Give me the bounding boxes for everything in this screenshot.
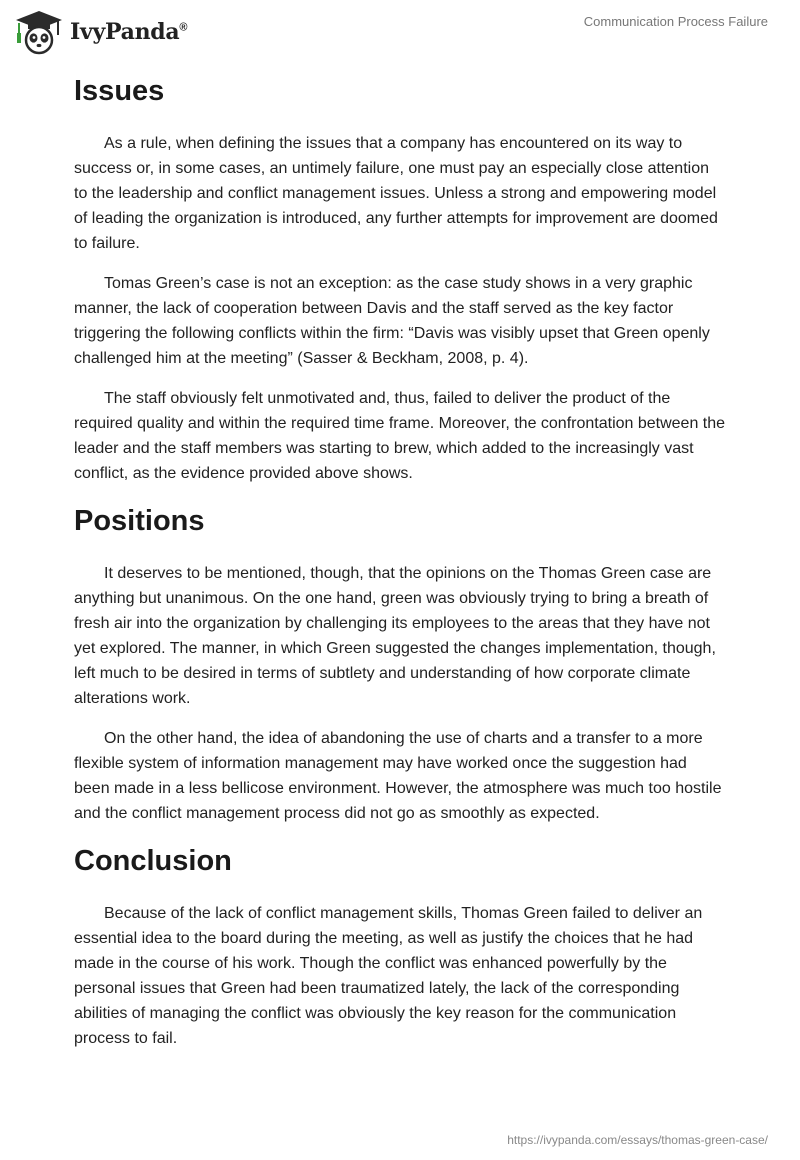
source-url-link[interactable]: https://ivypanda.com/essays/thomas-green-case/ bbox=[507, 1133, 768, 1147]
section-issues bbox=[74, 70, 726, 486]
essay-content bbox=[74, 70, 726, 1051]
panda-graduation-icon bbox=[14, 9, 64, 55]
logo-wordmark: IvyPanda® bbox=[70, 19, 188, 45]
document-title: Communication Process Failure bbox=[583, 14, 768, 29]
section-heading-positions: Positions bbox=[74, 505, 205, 537]
section-heading-issues: Issues bbox=[74, 75, 165, 107]
paragraph: Because of the lack of conflict management skills, Thomas Green failed to deliver an essential idea to the board during the meeting, as well as justify the choices that he had made in the course of his work. Though the conflict was enhanced powerfully by the personal issues that Green had been traumatized lately, the lack of the corresponding abilities of managing the conflict was obviously the key reason for the communication process to fail. bbox=[74, 905, 703, 1047]
section-positions bbox=[74, 500, 726, 826]
ivypanda-logo[interactable] bbox=[14, 8, 187, 56]
paragraph: Tomas Green’s case is not an exception: as the case study shows in a very graphic manner, the lack of cooperation between Davis and the staff served as the key factor triggering the following conflicts within the firm: “Davis was visibly upset that Green openly challenged him at the meeting” (Sasser & Beckham, 2008, p. 4). bbox=[74, 275, 710, 367]
section-heading-conclusion: Conclusion bbox=[74, 845, 232, 877]
paragraph: As a rule, when defining the issues that a company has encountered on its way to success or, in some cases, an untimely failure, one must pay an especially close attention to the leadership and conflict management issues. Unless a strong and empowering model of leading the organization is introduced, any further attempts for improvement are doomed to failure. bbox=[74, 135, 718, 252]
paragraph: On the other hand, the idea of abandoning the use of charts and a transfer to a more flexible system of information management may have worked once the suggestion had been made in a less bellicose environment. However, the atmosphere was much too hostile and the conflict management process did not go as smoothly as expected. bbox=[74, 730, 722, 822]
section-conclusion bbox=[74, 840, 726, 1051]
page-header bbox=[0, 0, 800, 62]
paragraph: The staff obviously felt unmotivated and, thus, failed to deliver the product of the required quality and within the required time frame. Moreover, the confrontation between the leader and the staff members was starting to brew, which added to the increasingly vast conflict, as the evidence provided above shows. bbox=[74, 390, 726, 482]
paragraph: It deserves to be mentioned, though, that the opinions on the Thomas Green case are anything but unanimous. On the one hand, green was obviously trying to bring a breath of fresh air into the organization by challenging its employees to the areas that they have not yet explored. The manner, in which Green suggested the changes implementation, though, left much to be desired in terms of subtlety and understanding of how corporate climate alterations work. bbox=[74, 565, 716, 707]
